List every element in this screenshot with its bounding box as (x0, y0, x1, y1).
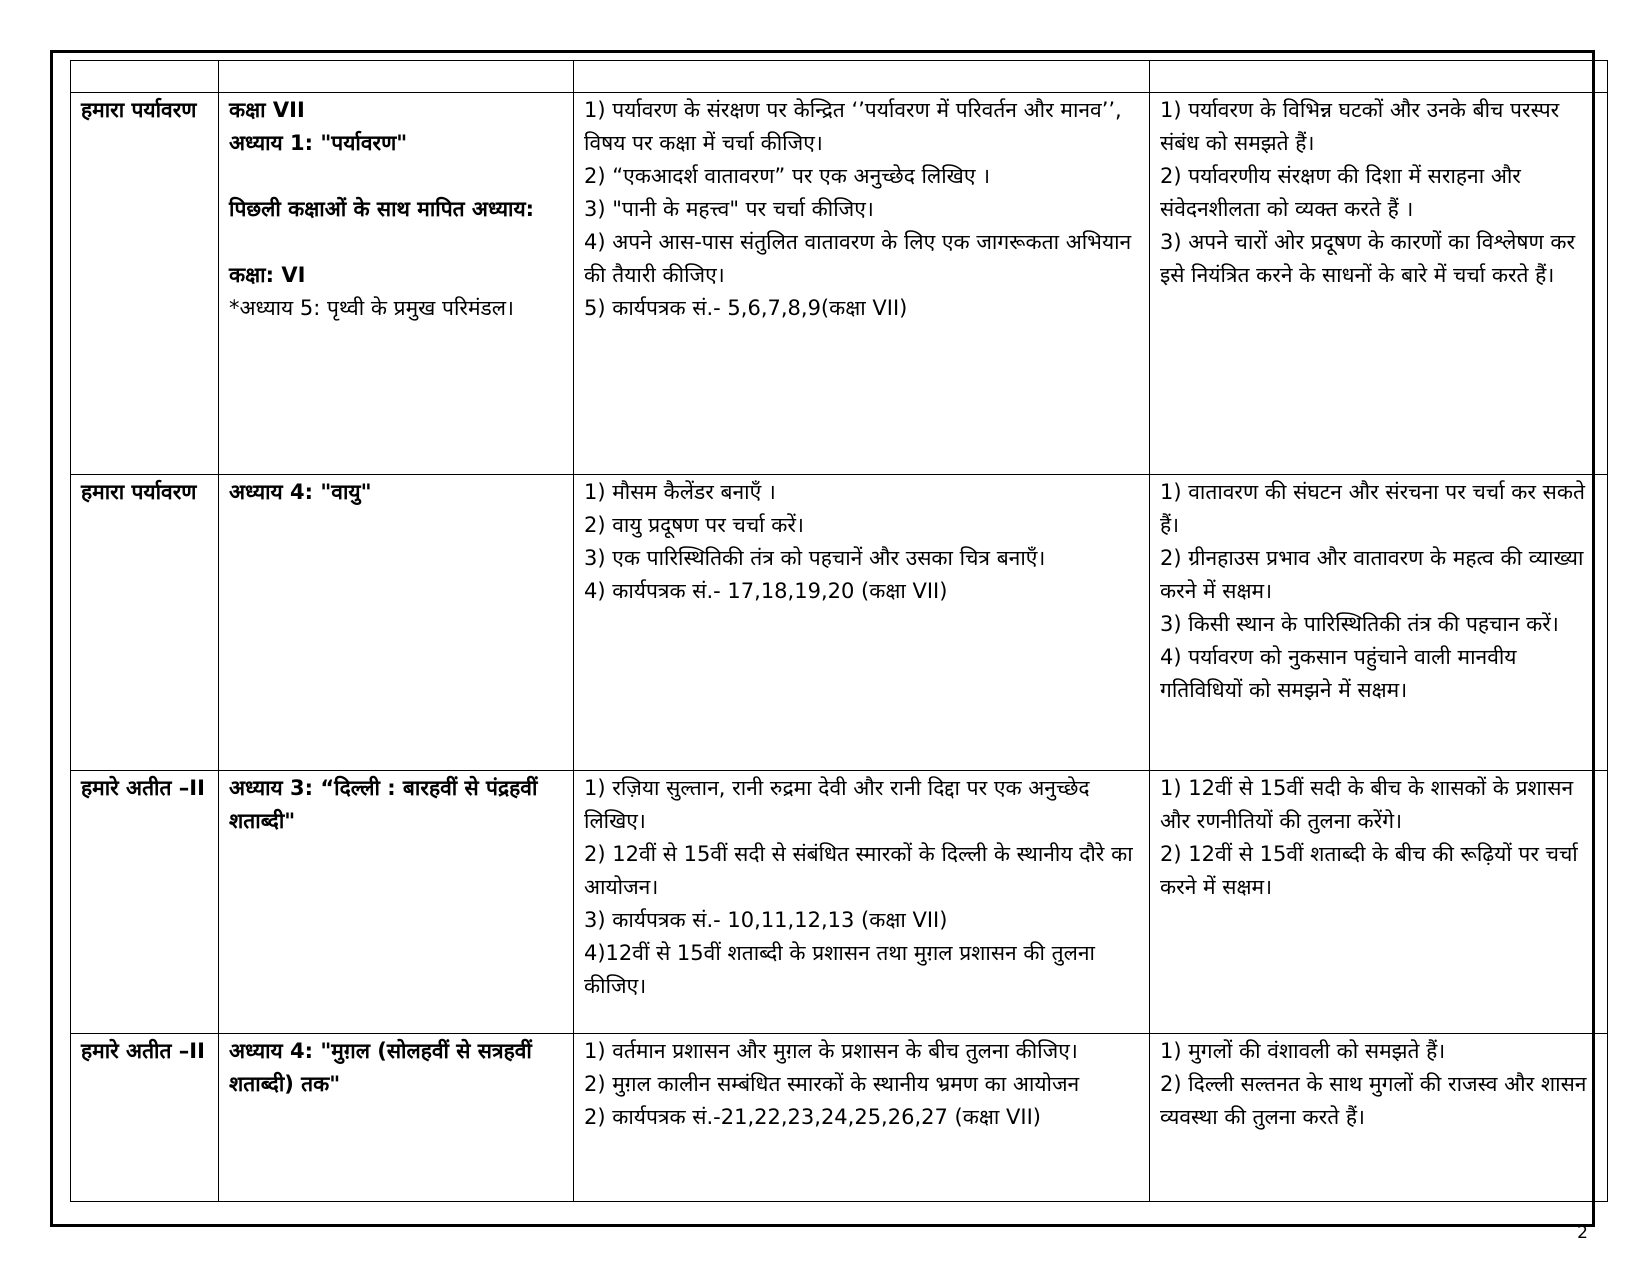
spacer (229, 160, 563, 193)
header-cell (219, 61, 574, 93)
activity-item: 3) "पानी के महत्त्व" पर चर्चा कीजिए। (584, 197, 874, 221)
class-label: कक्षा VII (229, 98, 305, 122)
chapter-cell (219, 93, 574, 475)
spacer (229, 226, 563, 259)
outcome-item: 4) पर्यावरण को नुकसान पहुंचाने वाली मानवीय गतिविधियों को समझने में सक्षम। (1160, 645, 1517, 702)
activities-cell (574, 1034, 1150, 1202)
outcomes-cell (1150, 475, 1608, 771)
subject-cell: हमारे अतीत –II (71, 1034, 219, 1202)
activity-item: 1) वर्तमान प्रशासन और मुग़ल के प्रशासन के बीच तुलना कीजिए। (584, 1039, 1078, 1063)
activity-item: 5) कार्यपत्रक सं.- 5,6,7,8,9(कक्षा VII) (584, 296, 908, 320)
activity-item: 2) कार्यपत्रक सं.-21,22,23,24,25,26,27 (कक्षा VII) (584, 1105, 1041, 1129)
outcome-item: 1) मुगलों की वंशावली को समझते हैं। (1160, 1039, 1446, 1063)
activity-item: 1) पर्यावरण के संरक्षण पर केन्द्रित ‘’पर्यावरण में परिवर्तन और मानव’’, विषय पर कक्षा में चर्चा कीजिए। (584, 98, 1122, 155)
activity-item: 1) रज़िया सुल्तान, रानी रुद्रमा देवी और रानी दिद्दा पर एक अनुच्छेद लिखिए। (584, 776, 1090, 833)
outcome-item: 3) अपने चारों ओर प्रदूषण के कारणों का विश्लेषण कर इसे नियंत्रित करने के साधनों के बारे में चर्चा करते हैं। (1160, 230, 1576, 287)
outcomes-cell (1150, 93, 1608, 475)
activity-item: 4)12वीं से 15वीं शताब्दी के प्रशासन तथा मुग़ल प्रशासन की तुलना कीजिए। (584, 941, 1095, 998)
activities-cell (574, 93, 1150, 475)
activity-item: 3) एक पारिस्थितिकी तंत्र को पहचानें और उसका चित्र बनाएँ। (584, 546, 1046, 570)
outcome-item: 2) ग्रीनहाउस प्रभाव और वातावरण के महत्व की व्याख्या करने में सक्षम। (1160, 546, 1584, 603)
outcome-item: 2) दिल्ली सल्तनत के साथ मुगलों की राजस्व और शासन व्यवस्था की तुलना करते हैं। (1160, 1072, 1587, 1129)
outcomes-cell (1150, 771, 1608, 1034)
table-header-row (71, 61, 1608, 93)
outcome-item: 1) पर्यावरण के विभिन्न घटकों और उनके बीच परस्पर संबंध को समझते हैं। (1160, 98, 1560, 155)
header-cell (1150, 61, 1608, 93)
page-number: 2 (1577, 1223, 1588, 1243)
chapter-cell: अध्याय 3: “दिल्ली : बारहवीं से पंद्रहवीं शताब्दी" (219, 771, 574, 1034)
subject-cell: हमारा पर्यावरण (71, 475, 219, 771)
table-row (71, 771, 1608, 1034)
chapter-title: अध्याय 1: "पर्यावरण" (229, 131, 408, 155)
chapter-cell: अध्याय 4: "वायु" (219, 475, 574, 771)
activity-item: 3) कार्यपत्रक सं.- 10,11,12,13 (कक्षा VII) (584, 908, 948, 932)
activity-item: 1) मौसम कैलेंडर बनाएँ । (584, 480, 776, 504)
outcome-item: 2) 12वीं से 15वीं शताब्दी के बीच की रूढ़ियों पर चर्चा करने में सक्षम। (1160, 842, 1578, 899)
outcomes-cell (1150, 1034, 1608, 1202)
activity-item: 2) वायु प्रदूषण पर चर्चा करें। (584, 513, 804, 537)
outcome-item: 3) किसी स्थान के पारिस्थितिकी तंत्र की पहचान करें। (1160, 612, 1559, 636)
curriculum-table (70, 60, 1608, 1202)
header-cell (71, 61, 219, 93)
table-row (71, 1034, 1608, 1202)
activities-cell (574, 475, 1150, 771)
activity-item: 2) “एकआदर्श वातावरण” पर एक अनुच्छेद लिखिए । (584, 164, 991, 188)
outcome-item: 1) वातावरण की संघटन और संरचना पर चर्चा कर सकते हैं। (1160, 480, 1585, 537)
mapped-chapters-heading: पिछली कक्षाओं के साथ मापित अध्याय: (229, 197, 535, 221)
activity-item: 4) अपने आस-पास संतुलित वातावरण के लिए एक जागरूकता अभियान की तैयारी कीजिए। (584, 230, 1132, 287)
mapped-chapter: *अध्याय 5: पृथ्वी के प्रमुख परिमंडल। (229, 296, 514, 320)
activity-item: 2) 12वीं से 15वीं सदी से संबंधित स्मारकों के दिल्ली के स्थानीय दौरे का आयोजन। (584, 842, 1133, 899)
table-row (71, 93, 1608, 475)
chapter-cell: अध्याय 4: "मुग़ल (सोलहवीं से सत्रहवीं शताब्दी) तक" (219, 1034, 574, 1202)
table-row (71, 475, 1608, 771)
mapped-class-label: कक्षा: VI (229, 263, 306, 287)
outcome-item: 2) पर्यावरणीय संरक्षण की दिशा में सराहना और संवेदनशीलता को व्यक्त करते हैं । (1160, 164, 1521, 221)
outcome-item: 1) 12वीं से 15वीं सदी के बीच के शासकों के प्रशासन और रणनीतियों की तुलना करेंगे। (1160, 776, 1574, 833)
activity-item: 4) कार्यपत्रक सं.- 17,18,19,20 (कक्षा VII) (584, 579, 948, 603)
activities-cell (574, 771, 1150, 1034)
subject-cell: हमारा पर्यावरण (71, 93, 219, 475)
header-cell (574, 61, 1150, 93)
activity-item: 2) मुग़ल कालीन सम्बंधित स्मारकों के स्थानीय भ्रमण का आयोजन (584, 1072, 1080, 1096)
subject-cell: हमारे अतीत –II (71, 771, 219, 1034)
